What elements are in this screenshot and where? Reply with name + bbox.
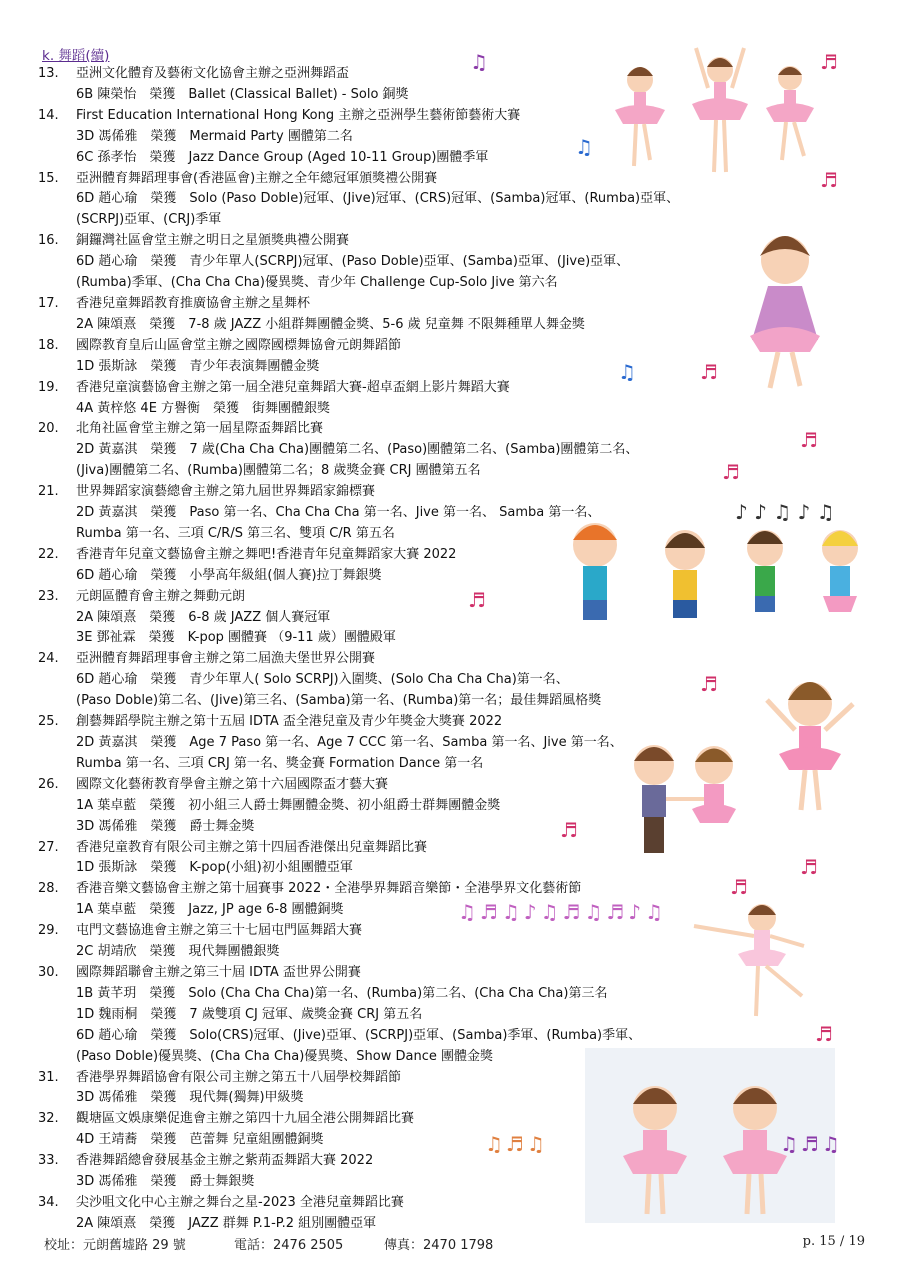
award-detail: (Paso Doble)第二名、(Jive)第三名、(Samba)第一名、(Rumba)第一名；最佳舞蹈風格獎 <box>76 693 602 709</box>
entry-body <box>76 336 738 378</box>
award-detail: 3D 馮俙雅 榮獲 爵士舞銀獎 <box>76 1174 255 1190</box>
competition-title: 元朗區體育會主辦之舞動元朗 <box>76 588 246 604</box>
competition-title: 香港兒童教育有限公司主辦之第十四屆香港傑出兒童舞蹈比賽 <box>76 839 428 855</box>
entry-body <box>76 294 738 336</box>
competition-title: 觀塘區文娛康樂促進會主辦之第四十九屆全港公開舞蹈比賽 <box>76 1111 415 1127</box>
entry-number: 23. <box>38 588 59 604</box>
girl-blonde-hair <box>822 530 858 612</box>
award-detail: 1D 張斯詠 榮獲 青少年表演舞團體金獎 <box>76 358 320 374</box>
award-detail: 3D 馮俙雅 榮獲 現代舞(獨舞)甲級獎 <box>76 1090 304 1106</box>
entry-number: 33. <box>38 1153 59 1169</box>
ballet-girl-illustration <box>755 670 865 820</box>
award-detail: (Paso Doble)優異獎、(Cha Cha Cha)優異獎、Show Dance 團體金獎 <box>76 1048 494 1064</box>
entry-number: 20. <box>38 421 59 437</box>
entry-number: 13. <box>38 66 59 81</box>
boy-orange-hair <box>573 523 617 620</box>
award-detail: (Jiva)團體第二名、(Rumba)團體第二名；8 歲獎金賽 CRJ 團體第五名 <box>76 463 481 479</box>
music-note-icon: ♬ <box>730 875 748 899</box>
music-note-icon: ♬ <box>700 672 718 696</box>
award-entry <box>38 231 738 294</box>
award-detail: 6D 趙心瑜 榮獲 小學高年級組(個人賽)拉丁舞銀獎 <box>76 567 382 583</box>
award-entry <box>38 419 738 482</box>
competition-title: 香港兒童演藝協會主辦之第一屆全港兒童舞蹈大賽-超卓盃網上影片舞蹈大賽 <box>76 379 510 395</box>
entry-number: 29. <box>38 923 59 939</box>
competition-title: 創藝舞蹈學院主辦之第十五屆 IDTA 盃全港兒童及青少年獎金大獎賽 2022 <box>76 714 503 730</box>
award-entry <box>38 294 738 336</box>
award-detail: 1D 魏雨桐 榮獲 7 歲雙項 CJ 冠軍、歲獎金賽 CRJ 第五名 <box>76 1006 423 1022</box>
entry-number: 25. <box>38 714 59 730</box>
music-notes-row-icon: ♫♬♫ <box>485 1132 548 1156</box>
award-detail: 2D 黃嘉淇 榮獲 Paso 第一名、Cha Cha Cha 第一名、Jive 第一名、 Samba 第一名、 <box>76 505 601 521</box>
competition-title: First Education International Hong Kong 主辦之亞洲學生藝術節藝術大賽 <box>76 107 521 123</box>
competition-title: 世界舞蹈家演藝總會主辦之第九屆世界舞蹈家錦標賽 <box>76 484 376 500</box>
music-note-icon: ♬ <box>820 168 838 192</box>
competition-title: 亞洲文化體育及藝術文化協會主辦之亞洲舞蹈盃 <box>76 66 350 81</box>
entry-number: 15. <box>38 170 59 186</box>
competition-title: 香港音樂文藝協會主辦之第十屆賽事 2022・全港學界舞蹈音樂節・全港學界文化藝術節 <box>76 881 582 897</box>
award-entry <box>38 921 738 963</box>
music-note-icon: ♬ <box>815 1022 833 1046</box>
entry-number: 24. <box>38 651 59 667</box>
award-entry <box>38 649 738 712</box>
award-detail: Rumba 第一名、三項 CRJ 第一名、獎金賽 Formation Dance 第一名 <box>76 755 484 771</box>
couple-dancing-illustration <box>612 735 762 860</box>
award-detail: 2A 陳頌熹 榮獲 JAZZ 群舞 P.1-P.2 組別團體亞軍 <box>76 1215 377 1231</box>
entry-number: 18. <box>38 337 59 353</box>
music-note-icon: ♬ <box>722 460 740 484</box>
entry-number: 21. <box>38 484 59 500</box>
music-note-icon: ♬ <box>800 855 818 879</box>
award-detail: 2A 陳頌熹 榮獲 7-8 歲 JAZZ 小組群舞團體金獎、5-6 歲 兒童舞 不限舞種單人舞金獎 <box>76 316 585 332</box>
competition-title: 國際文化藝術教育學會主辦之第十六屆國際盃才藝大賽 <box>76 776 389 792</box>
footer-fax: 傳真：2470 1798 <box>384 1238 494 1253</box>
boy-brown-hair <box>747 530 783 612</box>
award-detail: 6C 孫孝怡 榮獲 Jazz Dance Group (Aged 10-11 Group)團體季軍 <box>76 149 489 165</box>
competition-title: 香港學界舞蹈協會有限公司主辦之第五十八屆學校舞蹈節 <box>76 1069 402 1085</box>
competition-title: 屯門文藝協進會主辦之第三十七屆屯門區舞蹈大賽 <box>76 923 363 939</box>
entry-body <box>76 649 738 712</box>
competition-title: 銅鑼灣社區會堂主辦之明日之星頒獎典禮公開賽 <box>76 233 350 249</box>
girl-dark-hair <box>665 530 705 618</box>
competition-title: 國際教育皇后山區會堂主辦之國際國標舞協會元朗舞蹈節 <box>76 337 402 353</box>
arabesque-ballerina-illustration <box>692 900 812 1020</box>
award-detail: 1D 張斯詠 榮獲 K-pop(小組)初小組團體亞軍 <box>76 860 353 876</box>
music-note-icon: ♬ <box>468 588 486 612</box>
entry-number: 34. <box>38 1194 59 1210</box>
award-detail: 6D 趙心瑜 榮獲 青少年單人( Solo SCRPJ)入圍獎、(Solo Cha Cha Cha)第一名、 <box>76 672 569 688</box>
music-note-icon: ♬ <box>560 818 578 842</box>
competition-title: 香港兒童舞蹈教育推廣協會主辦之星舞杯 <box>76 295 311 311</box>
competition-title: 香港舞蹈總會發展基金主辦之紫荊盃舞蹈大賽 2022 <box>76 1153 374 1169</box>
music-notes-row-icon: ♫♬♫ <box>780 1132 843 1156</box>
footer-address: 校址：元朗舊墟路 29 號 <box>44 1238 186 1253</box>
award-detail: (Rumba)季軍、(Cha Cha Cha)優異獎、青少年 Challenge Cup-Solo Jive 第六名 <box>76 275 558 291</box>
entry-body <box>76 378 738 420</box>
competition-title: 北角社區會堂主辦之第一屆星際盃舞蹈比賽 <box>76 421 324 437</box>
award-detail: 2C 胡靖欣 榮獲 現代舞團體銀獎 <box>76 944 280 960</box>
ballerina-illustration <box>600 40 820 180</box>
music-note-icon: ♪ ♪ ♫ ♪ ♫ <box>735 500 835 524</box>
entry-number: 16. <box>38 233 59 249</box>
ballerina-right <box>766 66 814 160</box>
competition-title: 亞洲體育舞蹈理事會(香港區會)主辦之全年總冠軍頒獎禮公開賽 <box>76 170 438 186</box>
footer-phone: 電話：2476 2505 <box>234 1238 344 1253</box>
entry-body <box>76 419 738 482</box>
competition-title: 國際舞蹈聯會主辦之第三十屆 IDTA 盃世界公開賽 <box>76 964 361 980</box>
music-note-icon: ♫ <box>575 135 593 159</box>
entry-number: 22. <box>38 546 59 562</box>
ballerina-left <box>615 67 665 166</box>
section-title: k. 舞蹈(續) <box>42 48 110 64</box>
award-detail: (SCRPJ)亞軍、(CRJ)季軍 <box>76 212 222 228</box>
competition-title: 香港青年兒童文藝協會主辦之舞吧!香港青年兒童舞蹈家大賽 2022 <box>76 546 457 562</box>
entry-body <box>76 921 738 963</box>
entry-number: 31. <box>38 1069 59 1085</box>
award-detail: 3D 馮俙雅 榮獲 Mermaid Party 團體第二名 <box>76 128 353 144</box>
music-note-icon: ♫ <box>618 360 636 384</box>
competition-title: 亞洲體育舞蹈理事會主辦之第二屆漁夫堡世界公開賽 <box>76 651 376 667</box>
competition-title: 尖沙咀文化中心主辦之舞台之星-2023 全港兒童舞蹈比賽 <box>76 1194 404 1210</box>
music-note-icon: ♬ <box>820 50 838 74</box>
award-detail: 6D 趙心瑜 榮獲 Solo (Paso Doble)冠軍、(Jive)冠軍、(CRS)冠軍、(Samba)冠軍、(Rumba)亞軍、 <box>76 191 680 207</box>
award-detail: 2D 黃嘉淇 榮獲 Age 7 Paso 第一名、Age 7 CCC 第一名、Samba 第一名、Jive 第一名、 <box>76 735 623 750</box>
entry-body <box>76 231 738 294</box>
award-detail: 4D 王靖蕎 榮獲 芭蕾舞 兒童組團體銅獎 <box>76 1132 324 1148</box>
music-note-icon: ♬ <box>800 428 818 452</box>
award-detail: 2A 陳頌熹 榮獲 6-8 歲 JAZZ 個人賽冠軍 <box>76 609 331 625</box>
award-detail: 3E 鄧祉霖 榮獲 K-pop 團體賽 （9-11 歲）團體殿軍 <box>76 630 396 646</box>
award-detail: 6B 陳榮怡 榮獲 Ballet (Classical Ballet) - Solo 銅獎 <box>76 86 409 102</box>
music-note-icon: ♬ <box>700 360 718 384</box>
entry-number: 19. <box>38 379 59 395</box>
entry-number: 32. <box>38 1111 59 1127</box>
entry-number: 26. <box>38 776 59 792</box>
award-detail: 6D 趙心瑜 榮獲 青少年單人(SCRPJ)冠軍、(Paso Doble)亞軍、(Samba)亞軍、(Jive)亞軍、 <box>76 254 630 270</box>
award-detail: 4A 黃梓悠 4E 方譽衡 榮獲 街舞團體銀獎 <box>76 400 331 416</box>
entry-number: 27. <box>38 839 59 855</box>
music-note-icon: ♫ <box>470 50 488 74</box>
ballerina-center <box>692 48 748 172</box>
award-detail: 2D 黃嘉淇 榮獲 7 歲(Cha Cha Cha)團體第二名、(Paso)團體第二名、(Samba)團體第二名、 <box>76 442 639 458</box>
award-detail: 3D 馮俙雅 榮獲 爵士舞金獎 <box>76 818 255 834</box>
award-detail: 1A 葉卓藍 榮獲 Jazz, JP age 6-8 團體銅獎 <box>76 902 344 918</box>
page-number: p. 15 / 19 <box>802 1234 865 1249</box>
girl-dancer-illustration <box>730 220 840 400</box>
music-notes-row-icon: ♫♬♫♪♫♬♫♬♪♫ <box>458 900 667 924</box>
entry-number: 17. <box>38 295 59 311</box>
entry-number: 28. <box>38 881 59 897</box>
award-detail: Rumba 第一名、三項 C/R/S 第三名、雙項 C/R 第五名 <box>76 525 395 541</box>
award-detail: 6D 趙心瑜 榮獲 Solo(CRS)冠軍、(Jive)亞軍、(SCRPJ)亞軍、(Samba)季軍、(Rumba)季軍、 <box>76 1027 642 1043</box>
entry-number: 30. <box>38 964 59 980</box>
award-detail: 1B 黃芊玥 榮獲 Solo (Cha Cha Cha)第一名、(Rumba)第二名、(Cha Cha Cha)第三名 <box>76 985 608 1001</box>
entry-number: 14. <box>38 107 59 123</box>
award-detail: 1A 葉卓藍 榮獲 初小組三人爵士舞團體金獎、初小組爵士群舞團體金獎 <box>76 797 501 813</box>
